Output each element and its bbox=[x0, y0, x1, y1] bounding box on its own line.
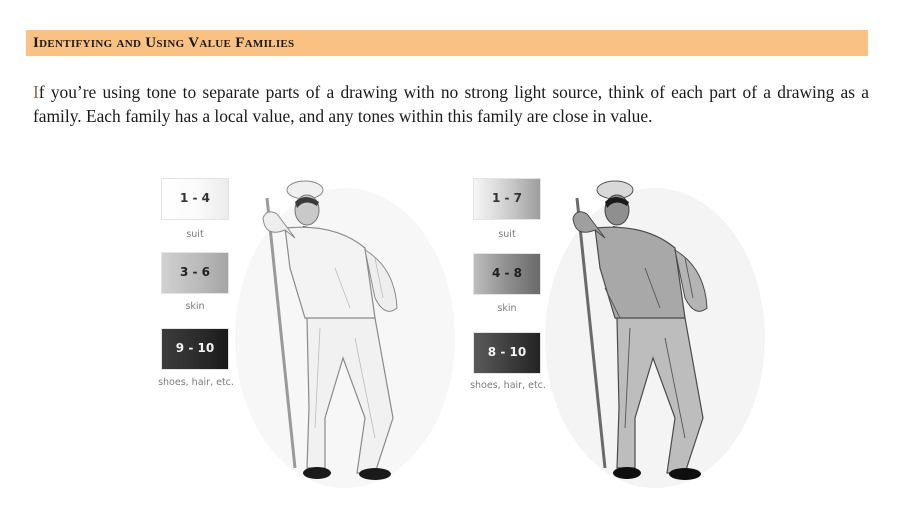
swatch-range-label: 3 - 6 bbox=[179, 265, 211, 279]
value-swatch-suit bbox=[473, 178, 541, 220]
value-swatch-shoes-hair bbox=[473, 332, 541, 374]
value-swatch-skin bbox=[473, 253, 541, 295]
swatch-range-label: 4 - 8 bbox=[491, 266, 523, 280]
section-heading-bar bbox=[26, 30, 868, 56]
value-swatch-suit bbox=[161, 178, 229, 220]
swatch-caption-shoes-hair: shoes, hair, etc. bbox=[158, 377, 234, 388]
swatch-range-label: 1 - 7 bbox=[491, 191, 523, 205]
swatch-caption-skin: skin bbox=[497, 303, 517, 314]
swatch-caption-suit: suit bbox=[186, 229, 204, 240]
swatch-caption-skin: skin bbox=[185, 301, 205, 312]
body-paragraph bbox=[33, 80, 869, 128]
value-swatch-skin bbox=[161, 252, 229, 294]
value-swatch-shoes-hair bbox=[161, 328, 229, 370]
swatch-caption-suit: suit bbox=[498, 229, 516, 240]
swatch-range-label: 1 - 4 bbox=[179, 191, 211, 205]
drop-letter: I bbox=[33, 82, 39, 102]
swatch-caption-shoes-hair: shoes, hair, etc. bbox=[470, 380, 546, 391]
sailor-drawing-light bbox=[225, 168, 465, 498]
paragraph-text: f you’re using tone to separate parts of a drawing with no strong light source, think of each part of a drawing as a family. Each family has a local value, and any tones within this family are close in value. bbox=[33, 82, 869, 126]
swatch-range-label: 8 - 10 bbox=[487, 345, 527, 359]
section-heading: Identifying and Using Value Families bbox=[33, 35, 295, 51]
sailor-drawing-dark bbox=[535, 168, 775, 498]
swatch-range-label: 9 - 10 bbox=[175, 341, 215, 355]
